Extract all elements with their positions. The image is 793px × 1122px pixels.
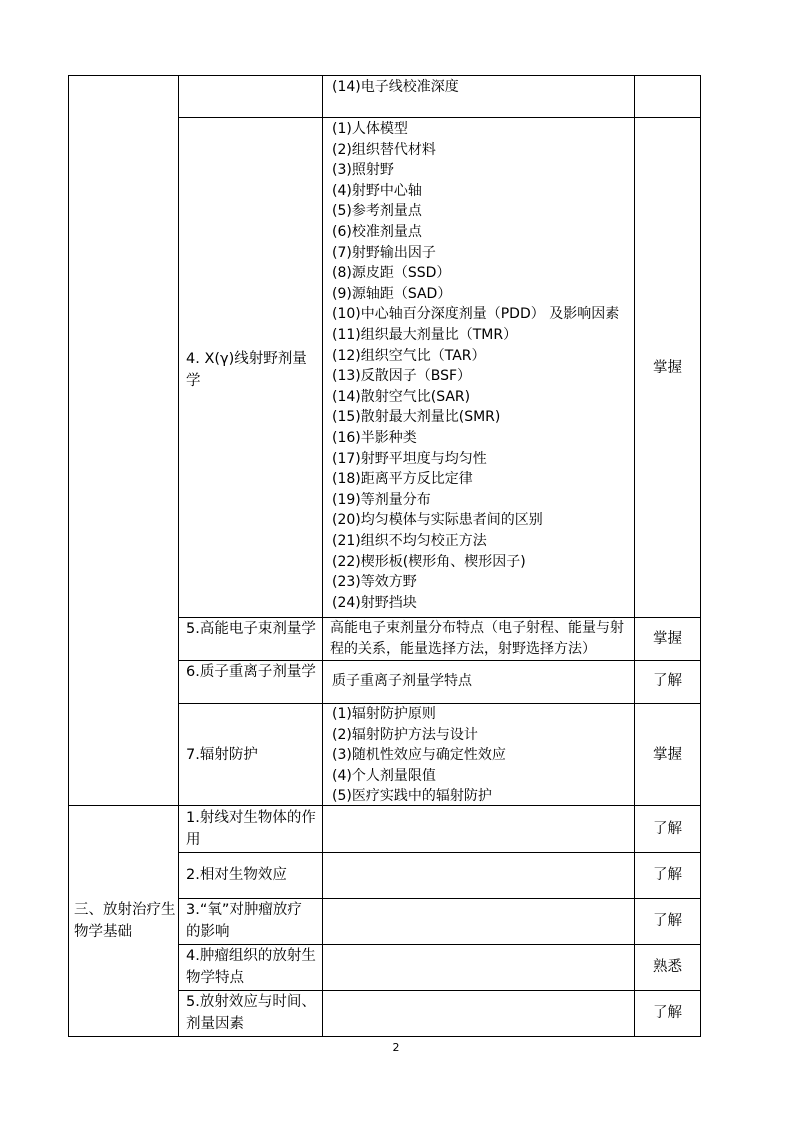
section-title: 三、放射治疗生物学基础 [74,902,176,940]
topic-label: 2.相对生物效应 [186,867,287,883]
mastery-level: 了解 [653,1005,682,1021]
detail-item: (4)射野中心轴 [332,182,422,199]
topic-label: 6.质子重离子剂量学 [186,664,316,680]
mastery-level: 了解 [653,821,682,837]
page-number: 2 [392,1041,400,1054]
detail-item: 高能电子束剂量分布特点（电子射程、能量与射程的关系，能量选择方法，射野选择方法） [330,620,624,657]
detail-item: (2)组织替代材料 [332,141,436,158]
detail-item: (17)射野平坦度与均匀性 [332,450,487,467]
detail-item: (20)均匀模体与实际患者间的区别 [332,512,543,529]
topic-label: 5.放射效应与时间、剂量因素 [186,994,316,1032]
detail-item: (21)组织不均匀校正方法 [332,533,487,549]
mastery-level: 了解 [653,867,682,883]
topic-label: 5.高能电子束剂量学 [186,621,316,637]
topic-label: 3.“氧”对肿瘤放疗的影响 [186,902,302,940]
detail-item: (16)半影种类 [332,430,417,446]
detail-item: (7)射野输出因子 [332,244,436,261]
detail-item: (11)组织最大剂量比（TMR） [332,327,518,343]
detail-item: (3)照射野 [332,162,394,179]
topic-label: 7.辐射防护 [186,747,258,763]
detail-item: (22)楔形板(楔形角、楔形因子) [332,553,526,570]
detail-item: (8)源皮距（SSD） [332,265,451,282]
detail-item: (12)组织空气比（TAR） [332,347,486,364]
detail-item: (15)散射最大剂量比(SMR) [332,409,501,426]
detail-item: (18)距离平方反比定律 [332,471,473,488]
detail-item: (19)等剂量分布 [332,491,431,508]
detail-item: (1)人体模型 [332,121,408,137]
mastery-level: 了解 [653,673,682,689]
detail-item: (1)辐射防护原则 [332,706,436,722]
detail-item: (6)校准剂量点 [332,224,422,240]
detail-item: (9)源轴距（SAD） [332,285,452,302]
mastery-level: 掌握 [653,631,682,647]
detail-item: (24)射野挡块 [332,594,417,611]
detail-item: (2)辐射防护方法与设计 [332,726,478,743]
detail-item: (14)散射空气比(SAR) [332,388,471,405]
detail-item: (14)电子线校准深度 [332,79,459,95]
topic-label: 4. X(γ)线射野剂量学 [186,351,307,389]
mastery-level: 掌握 [653,747,682,763]
mastery-level: 了解 [653,913,682,929]
detail-item: (10)中心轴百分深度剂量（PDD） 及影响因素 [332,306,620,323]
detail-item: (13)反散因子（BSF） [332,368,472,385]
detail-item: (5)医疗实践中的辐射防护 [332,788,492,805]
detail-item: (4)个人剂量限值 [332,767,436,784]
mastery-level: 熟悉 [653,959,682,975]
detail-item: (5)参考剂量点 [332,203,422,220]
mastery-level: 掌握 [653,360,682,376]
detail-item: (23)等效方野 [332,574,417,591]
detail-item: (3)随机性效应与确定性效应 [332,747,506,764]
detail-item: 质子重离子剂量学特点 [332,673,472,689]
topic-label: 4.肿瘤组织的放射生物学特点 [186,948,316,986]
topic-label: 1.射线对生物体的作用 [186,810,316,848]
